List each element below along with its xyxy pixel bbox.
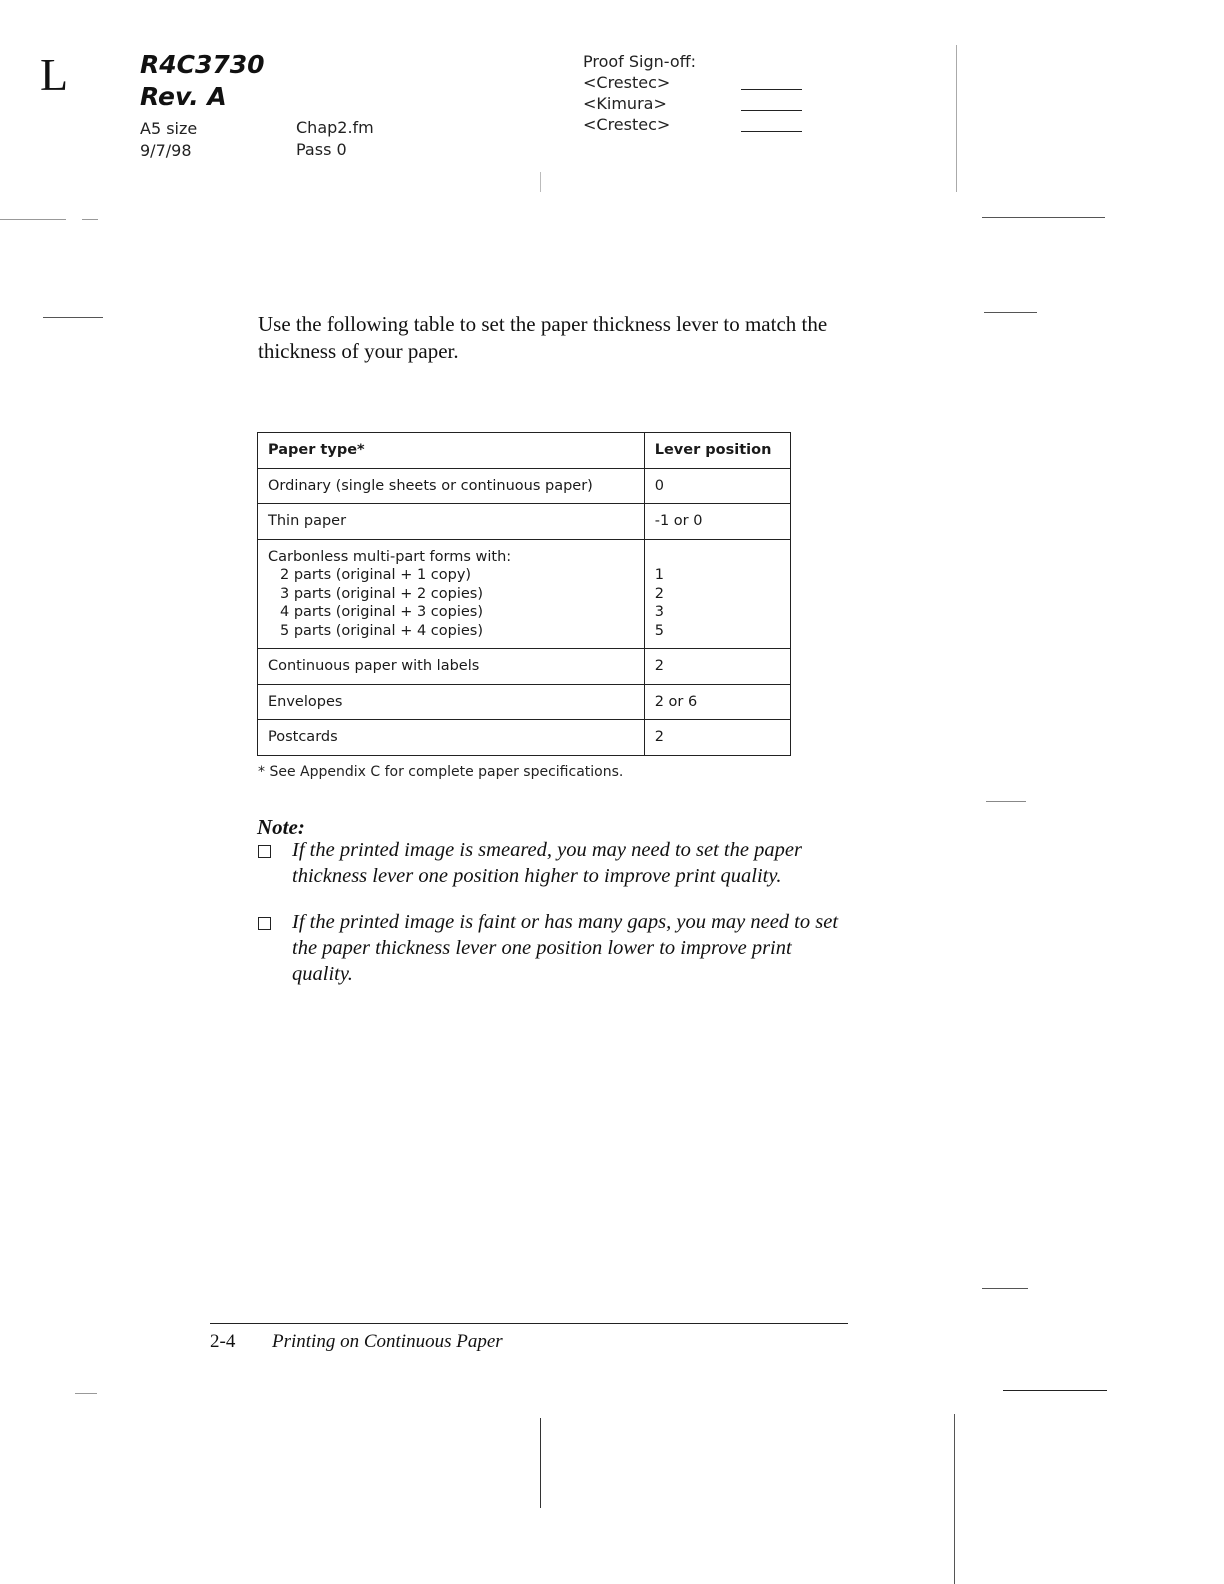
crop-mark [982, 217, 1105, 218]
crop-mark [540, 1418, 541, 1508]
carbonless-lever: 2 [654, 585, 664, 602]
cell-paper-type: Postcards [258, 720, 645, 756]
crop-mark [982, 1288, 1028, 1289]
table-footnote: * See Appendix C for complete paper specifications. [258, 764, 624, 780]
table-row [258, 684, 791, 720]
table-header-row [258, 433, 791, 469]
crop-mark [986, 801, 1026, 802]
revision: Rev. A [140, 82, 227, 111]
table-row [258, 468, 791, 504]
table-row [258, 649, 791, 685]
proof-entry-3: <Crestec> [583, 115, 671, 134]
checkbox-bullet-icon [258, 917, 271, 930]
crop-mark [75, 1393, 97, 1394]
section-title: Printing on Continuous Paper [272, 1331, 503, 1352]
checkbox-bullet-icon [258, 845, 271, 858]
cell-lever: 0 [644, 468, 790, 504]
corner-mark: L [40, 49, 69, 100]
carbonless-title: Carbonless multi-part forms with: [268, 548, 512, 565]
cell-paper-type: Envelopes [258, 684, 645, 720]
crop-mark [43, 317, 103, 318]
carbonless-lever: 5 [654, 622, 664, 639]
carbonless-part: 4 parts (original + 3 copies) [280, 604, 483, 620]
note-title: Note: [257, 815, 305, 839]
cell-paper-type: Thin paper [258, 504, 645, 540]
page-number: 2-4 [210, 1331, 236, 1352]
signoff-line-1 [741, 89, 802, 90]
pass-number: Pass 0 [296, 140, 347, 159]
proof-entry-1: <Crestec> [583, 73, 671, 92]
note-item-2: If the printed image is faint or has many gaps, you may need to set the paper thickness lever one position lower to improve print quality. [292, 911, 839, 985]
note-item-1: If the printed image is smeared, you may need to set the paper thickness lever one position higher to improve print quality. [292, 839, 802, 887]
header-lever-position: Lever position [644, 433, 790, 469]
carbonless-part: 3 parts (original + 2 copies) [280, 585, 483, 602]
cell-paper-type [258, 539, 645, 649]
cell-paper-type: Continuous paper with labels [258, 649, 645, 685]
signoff-line-3 [741, 131, 802, 132]
crop-mark [0, 219, 66, 220]
table-row [258, 504, 791, 540]
proof-signoff-title: Proof Sign-off: [583, 52, 697, 71]
carbonless-part: 2 parts (original + 1 copy) [280, 567, 472, 583]
date: 9/7/98 [140, 141, 192, 160]
cell-lever: 2 or 6 [644, 684, 790, 720]
cell-lever: 2 [644, 649, 790, 685]
table-row [258, 539, 791, 649]
file-name: Chap2.fm [296, 118, 374, 137]
intro-paragraph: Use the following table to set the paper thickness lever to match the thickness of your paper. [258, 312, 828, 363]
crop-mark [540, 172, 541, 192]
carbonless-lever: 3 [654, 604, 664, 620]
paper-thickness-table [257, 432, 791, 756]
carbonless-lever: 1 [654, 567, 664, 583]
crop-mark [954, 1414, 955, 1584]
footer-rule [210, 1323, 848, 1324]
page-size: A5 size [140, 119, 198, 138]
cell-lever [644, 539, 790, 649]
crop-mark [956, 45, 957, 192]
crop-mark [984, 312, 1037, 313]
crop-mark [82, 219, 98, 220]
header-paper-type: Paper type* [258, 433, 645, 469]
table-row [258, 720, 791, 756]
product-code: R4C3730 [140, 50, 265, 79]
signoff-line-2 [741, 110, 802, 111]
proof-entry-2: <Kimura> [583, 94, 667, 113]
cell-lever: 2 [644, 720, 790, 756]
cell-lever: -1 or 0 [644, 504, 790, 540]
crop-mark [1003, 1390, 1107, 1391]
cell-paper-type: Ordinary (single sheets or continuous paper) [258, 468, 645, 504]
carbonless-part: 5 parts (original + 4 copies) [280, 622, 483, 639]
